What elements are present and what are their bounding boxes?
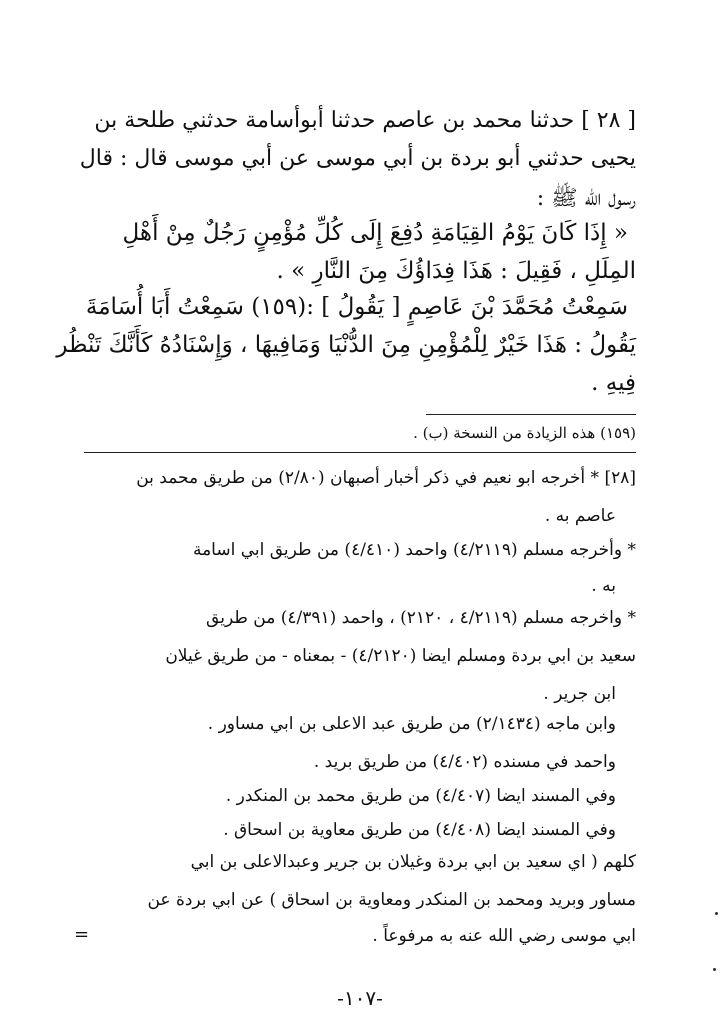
note-line-10: وفي المسند ايضا (٤/٤٠٧) من طريق محمد بن المنكدر .: [225, 786, 616, 806]
note-line-8: وابن ماجه (٢/١٤٣٤) من طريق عبد الاعلى بن ابي مساور .: [207, 714, 616, 734]
note-line-7: ابن جرير .: [543, 684, 616, 704]
note-line-3: * وأخرجه مسلم (٤/٢١١٩) واحمد (٤/٤١٠) من طريق ابي اسامة: [192, 540, 636, 560]
hadith-line-2: المِلَلِ ، فَقِيلَ : هَذَا فِدَاؤُكَ مِنَ النَّارِ » .: [276, 258, 636, 284]
note-line-2: عاصم به .: [544, 506, 616, 526]
main-line-3: رسول الله ﷺ :: [536, 186, 636, 211]
continuation-mark: =: [74, 924, 90, 945]
footnote-159: (١٥٩) هذه الزيادة من النسخة (ب) .: [413, 424, 636, 442]
note-line-13: مساور وبريد ومحمد بن المنكدر ومعاوية بن اسحاق ) عن ابي بردة عن: [147, 890, 636, 910]
note-line-4: به .: [591, 576, 616, 596]
page-number: -١٠٧-: [337, 986, 383, 1010]
hadith-line-1: « إِذَا كَانَ يَوْمُ القِيَامَةِ دُفِعَ إِلَى كُلِّ مُؤْمِنٍ رَجُلٌ مِنْ أَهْلِ: [122, 220, 628, 246]
note-line-1: [٢٨] * أخرجه ابو نعيم في ذكر أخبار أصبهان (٢/٨٠) من طريق محمد بن: [136, 468, 636, 488]
notes-separator: [84, 452, 636, 453]
main-line-2: يحيى حدثني أبو بردة بن أبي موسى عن أبي موسى قال : قال: [79, 146, 636, 171]
scan-speck: [713, 968, 716, 971]
scan-speck: [715, 912, 718, 915]
hadith-line-5: فِيهِ .: [591, 370, 636, 396]
note-line-9: واحمد في مسنده (٤/٤٠٢) من طريق بريد .: [313, 752, 616, 772]
note-line-11: وفي المسند ايضا (٤/٤٠٨) من طريق معاوية بن اسحاق .: [223, 820, 616, 840]
footnote-separator: [426, 414, 636, 415]
hadith-line-3: سَمِعْتُ مُحَمَّدَ بْنَ عَاصِمٍ [ يَقُولُ ] :(١٥٩) سَمِعْتُ أَبَا أُسَامَةَ: [85, 294, 628, 320]
note-line-6: سعيد بن ابي بردة ومسلم ايضا (٤/٢١٢٠) - بمعناه - من طريق غيلان: [165, 646, 636, 666]
hadith-line-4: يَقُولُ : هَذَا خَيْرٌ لِلْمُؤْمِنِ مِنَ الدُّنْيَا وَمَافِيهَا ، وَإِسْنَادُهُ كَأَنَّكَ تَنْظُر: [56, 332, 636, 358]
note-line-12: كلهم ( اي سعيد بن ابي بردة وغيلان بن جرير وعبدالاعلى بن ابي: [190, 852, 636, 872]
main-line-1: [ ٢٨ ] حدثنا محمد بن عاصم حدثنا أبوأسامة حدثني طلحة بن: [94, 108, 636, 133]
note-line-5: * واخرجه مسلم (٤/٢١١٩ ، ٢١٢٠) ، واحمد (٤/٣٩١) من طريق: [206, 608, 636, 628]
note-line-14: ابي موسى رضي الله عنه به مرفوعاً .: [372, 926, 636, 946]
